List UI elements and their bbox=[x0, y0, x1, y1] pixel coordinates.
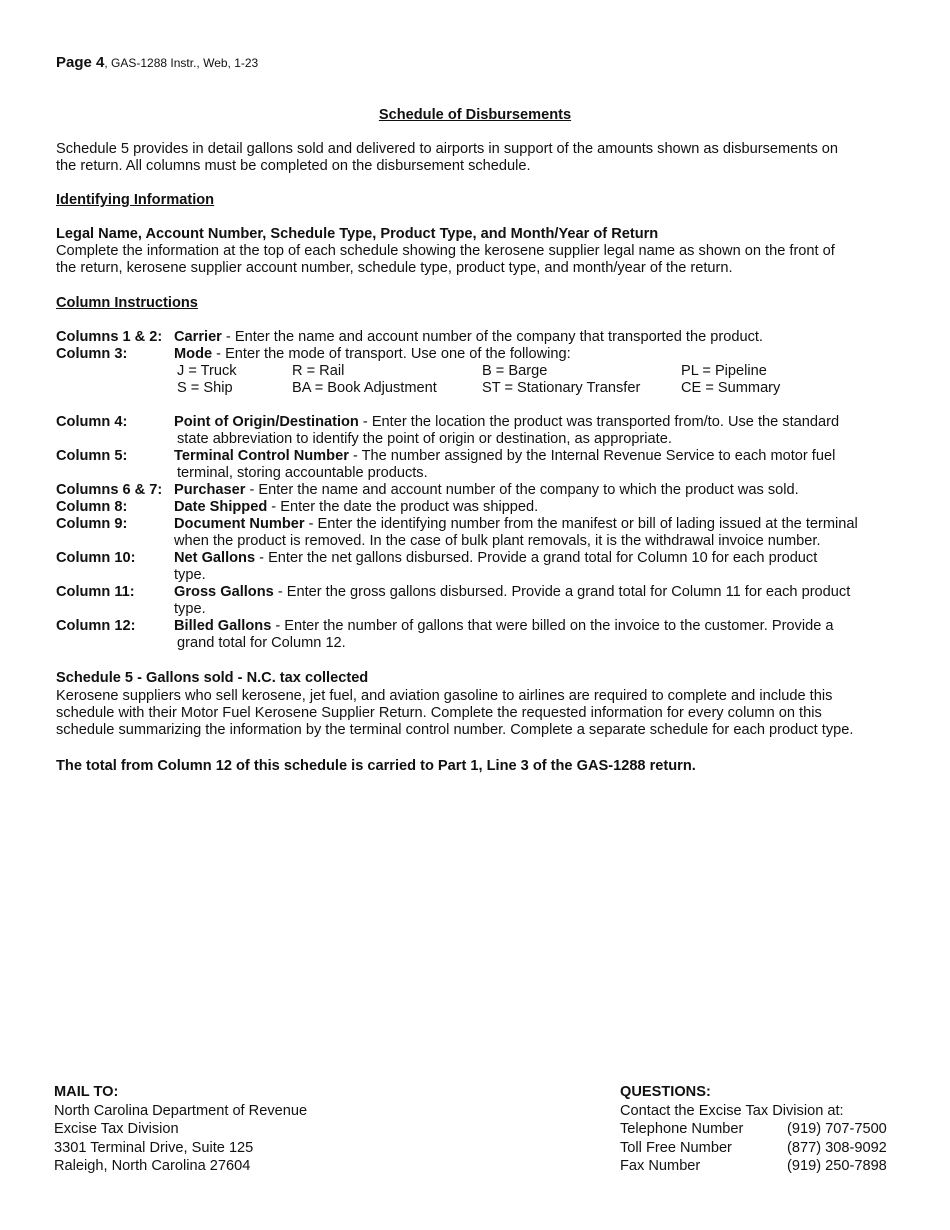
contact-label: Telephone Number bbox=[620, 1121, 744, 1138]
schedule-5-line: Kerosene suppliers who sell kerosene, jet fuel, and aviation gasoline to airlines are required to complete and include this bbox=[56, 688, 833, 704]
page-header bbox=[56, 54, 258, 72]
column-description-cont: type. bbox=[174, 601, 206, 617]
column-label: Column 4: bbox=[56, 414, 128, 430]
column-description: - Enter the identifying number from the manifest or bill of lading issued at the terminal bbox=[304, 516, 858, 532]
mail-address-line: North Carolina Department of Revenue bbox=[54, 1102, 308, 1119]
mode-code: J = Truck bbox=[177, 363, 237, 379]
total-note: The total from Column 12 of this schedule is carried to Part 1, Line 3 of the GAS-1288 return. bbox=[56, 758, 696, 774]
identifying-line: the return, kerosene supplier account number, schedule type, product type, and month/year of the return. bbox=[56, 260, 733, 276]
mail-to-heading: MAIL TO: bbox=[54, 1084, 119, 1100]
mode-code: B = Barge bbox=[482, 363, 548, 379]
column-description: - Enter the mode of transport. Use one of the following: bbox=[212, 346, 571, 362]
column-name: Billed Gallons bbox=[174, 618, 272, 634]
mode-code: ST = Stationary Transfer bbox=[482, 380, 641, 396]
schedule-5-paragraph bbox=[56, 688, 894, 739]
mail-address-line: Raleigh, North Carolina 27604 bbox=[54, 1158, 251, 1175]
schedule-5-line: schedule with their Motor Fuel Kerosene Supplier Return. Complete the requested information for every column on this bbox=[56, 705, 822, 721]
schedule-5-heading: Schedule 5 - Gallons sold - N.C. tax collected bbox=[56, 670, 369, 686]
page-title: Schedule of Disbursements bbox=[378, 107, 572, 123]
column-description-cont: when the product is removed. In the case of bulk plant removals, it is the withdrawal invoice number. bbox=[174, 533, 821, 549]
column-label: Columns 1 & 2: bbox=[56, 329, 163, 345]
column-description-cont: type. bbox=[174, 567, 206, 583]
intro-line: Schedule 5 provides in detail gallons sold and delivered to airports in support of the amounts shown as disbursements on bbox=[56, 141, 839, 157]
column-description-cont: state abbreviation to identify the point of origin or destination, as appropriate. bbox=[177, 431, 672, 447]
column-description: - Enter the date the product was shipped. bbox=[267, 499, 539, 515]
column-description: - Enter the name and account number of the company to which the product was sold. bbox=[245, 482, 799, 498]
intro-line: the return. All columns must be completed on the disbursement schedule. bbox=[56, 158, 531, 174]
column-label: Column 8: bbox=[56, 499, 128, 515]
schedule-5-line: schedule summarizing the information by the terminal control number. Complete a separate schedule for each product type. bbox=[56, 722, 854, 738]
column-label: Column 12: bbox=[56, 618, 136, 634]
contact-row bbox=[620, 1120, 895, 1139]
identifying-paragraph bbox=[56, 243, 894, 277]
column-name: Document Number bbox=[174, 516, 305, 532]
column-name: Net Gallons bbox=[174, 550, 256, 566]
mode-code: BA = Book Adjustment bbox=[292, 380, 437, 396]
column-description-cont: grand total for Column 12. bbox=[177, 635, 346, 651]
column-description-cont: terminal, storing accountable products. bbox=[177, 465, 428, 481]
mail-to-block bbox=[54, 1083, 307, 1176]
column-label: Column 11: bbox=[56, 584, 135, 600]
mode-codes bbox=[0, 363, 950, 397]
column-name: Date Shipped bbox=[174, 499, 268, 515]
column-label: Column 9: bbox=[56, 516, 128, 532]
column-name: Mode bbox=[174, 346, 213, 362]
mode-code: PL = Pipeline bbox=[681, 363, 767, 379]
column-name: Carrier bbox=[174, 329, 222, 345]
contact-label: Toll Free Number bbox=[620, 1139, 732, 1156]
contact-phone: (919) 250-7898 bbox=[787, 1158, 887, 1175]
mail-address-line: Excise Tax Division bbox=[54, 1121, 179, 1138]
page-number: Page 4 bbox=[56, 54, 105, 71]
mode-code: CE = Summary bbox=[681, 380, 781, 396]
intro-paragraph bbox=[56, 141, 894, 175]
questions-intro: Contact the Excise Tax Division at: bbox=[620, 1102, 844, 1119]
column-description: - Enter the location the product was transported from/to. Use the standard bbox=[358, 414, 840, 430]
mode-code: S = Ship bbox=[177, 380, 233, 396]
contact-phone: (919) 707-7500 bbox=[787, 1121, 887, 1138]
column-description: - Enter the gross gallons disbursed. Provide a grand total for Column 11 for each product bbox=[273, 584, 851, 600]
contact-phone: (877) 308-9092 bbox=[787, 1139, 887, 1156]
contact-row bbox=[620, 1157, 895, 1176]
column-name: Terminal Control Number bbox=[174, 448, 349, 464]
column-name: Point of Origin/Destination bbox=[174, 414, 359, 430]
column-name: Gross Gallons bbox=[174, 584, 274, 600]
column-description: - Enter the net gallons disbursed. Provide a grand total for Column 10 for each product bbox=[255, 550, 818, 566]
column-label: Column 5: bbox=[56, 448, 128, 464]
form-id: , GAS-1288 Instr., Web, 1-23 bbox=[104, 56, 259, 70]
questions-heading: QUESTIONS: bbox=[620, 1084, 711, 1100]
column-description: - Enter the number of gallons that were billed on the invoice to the customer. Provide a bbox=[271, 618, 834, 634]
identifying-line: Complete the information at the top of each schedule showing the kerosene supplier legal name as shown on the front of bbox=[56, 243, 835, 259]
identifying-subheading: Legal Name, Account Number, Schedule Type, Product Type, and Month/Year of Return bbox=[56, 226, 659, 242]
identifying-heading: Identifying Information bbox=[56, 192, 215, 208]
column-description: - The number assigned by the Internal Revenue Service to each motor fuel bbox=[348, 448, 836, 464]
mail-address-line: 3301 Terminal Drive, Suite 125 bbox=[54, 1139, 254, 1156]
column-description: - Enter the name and account number of the company that transported the product. bbox=[221, 329, 763, 345]
questions-block bbox=[620, 1083, 895, 1176]
contact-label: Fax Number bbox=[620, 1158, 701, 1175]
column-name: Purchaser bbox=[174, 482, 246, 498]
contact-row bbox=[620, 1139, 895, 1158]
column-instructions-heading: Column Instructions bbox=[56, 295, 198, 311]
column-label: Column 3: bbox=[56, 346, 128, 362]
column-label: Column 10: bbox=[56, 550, 136, 566]
column-label: Columns 6 & 7: bbox=[56, 482, 163, 498]
mode-code: R = Rail bbox=[292, 363, 345, 379]
